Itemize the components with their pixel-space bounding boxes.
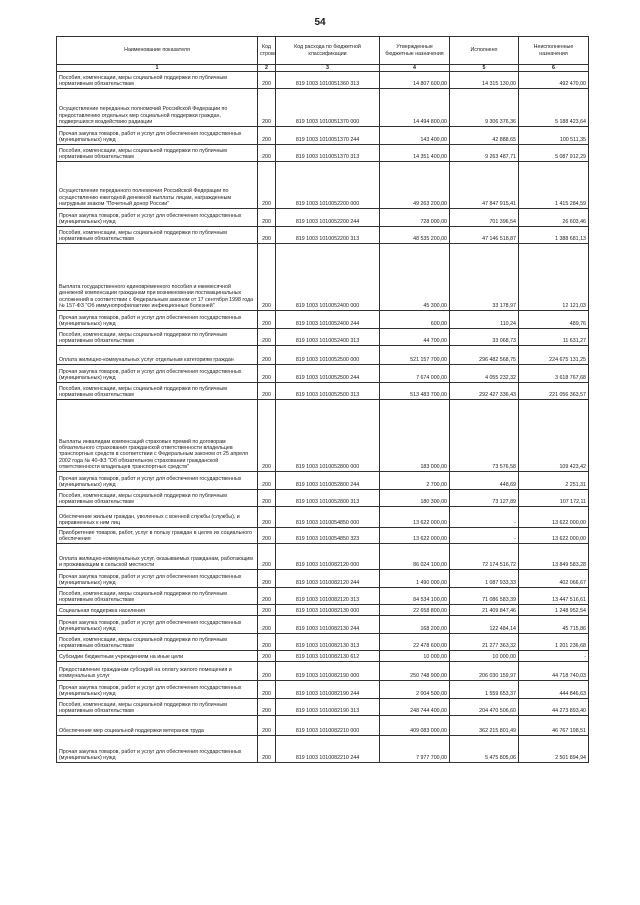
- page-number: 54: [314, 17, 326, 28]
- row-approved: 250 748 900,00: [380, 662, 450, 681]
- row-executed: 9 306 376,36: [450, 89, 519, 127]
- row-name: Приобретение товаров, работ, услуг в пользу граждан в целях их социального обеспечения: [57, 528, 258, 544]
- row-remaining: 109 423,42: [519, 400, 589, 472]
- row-line-code: 200: [258, 605, 276, 616]
- row-budget-code: 819 1003 1010052400 000: [276, 244, 380, 311]
- row-remaining: 13 622 000,00: [519, 528, 589, 544]
- row-executed: 21 277 363,32: [450, 634, 519, 651]
- row-remaining: 13 849 583,28: [519, 544, 589, 570]
- row-executed: 47 146 518,87: [450, 227, 519, 244]
- row-approved: 84 534 100,00: [380, 588, 450, 605]
- row-approved: 1 490 000,00: [380, 570, 450, 588]
- row-name: Прочая закупка товаров, работ и услуг для обеспечения государственных (муниципальных) нужд: [57, 209, 258, 227]
- row-name: Пособия, компенсации, меры социальной поддержки по публичным нормативным обязательствам: [57, 72, 258, 89]
- row-line-code: 200: [258, 383, 276, 400]
- column-number: 1: [57, 65, 258, 72]
- table-row: [57, 209, 589, 227]
- row-budget-code: 819 1003 1010054850 000: [276, 507, 380, 528]
- table-row: [57, 162, 589, 209]
- row-budget-code: 819 1003 1010082190 244: [276, 681, 380, 699]
- row-executed: 1 559 653,37: [450, 681, 519, 699]
- row-name: Пособия, компенсации, меры социальной поддержки по публичным нормативным обязательствам: [57, 634, 258, 651]
- table-row: [57, 472, 589, 490]
- row-line-code: 200: [258, 311, 276, 329]
- header-executed: Исполнено: [450, 37, 519, 65]
- row-line-code: 200: [258, 244, 276, 311]
- row-remaining: 26 603,46: [519, 209, 589, 227]
- row-approved: 14 807 600,00: [380, 72, 450, 89]
- row-budget-code: 819 1003 1010052200 244: [276, 209, 380, 227]
- row-name: Прочая закупка товаров, работ и услуг для обеспечения государственных (муниципальных) нужд: [57, 311, 258, 329]
- row-remaining: 444 846,63: [519, 681, 589, 699]
- table-row: [57, 490, 589, 507]
- row-executed: 362 215 801,49: [450, 716, 519, 736]
- row-name: Оплата жилищно-коммунальных услуг, оказываемых гражданам, работающим и проживающим в сельской местности: [57, 544, 258, 570]
- table-row: [57, 528, 589, 544]
- row-remaining: 1 388 681,13: [519, 227, 589, 244]
- row-line-code: 200: [258, 616, 276, 634]
- row-line-code: 200: [258, 227, 276, 244]
- row-approved: 48 535 200,00: [380, 227, 450, 244]
- table-row: [57, 699, 589, 716]
- row-approved: 168 200,00: [380, 616, 450, 634]
- row-budget-code: 819 1003 1010052800 000: [276, 400, 380, 472]
- row-executed: 122 484,14: [450, 616, 519, 634]
- row-name: Прочая закупка товаров, работ и услуг для обеспечения государственных (муниципальных) нужд: [57, 127, 258, 145]
- row-line-code: 200: [258, 588, 276, 605]
- row-executed: 33 068,73: [450, 329, 519, 346]
- row-approved: 49 263 200,00: [380, 162, 450, 209]
- table-row: [57, 634, 589, 651]
- header-budget-code: Код расхода по бюджетной классификации: [276, 37, 380, 65]
- table-row: [57, 716, 589, 736]
- row-budget-code: 819 1003 1010082130 000: [276, 605, 380, 616]
- row-executed: 9 263 487,71: [450, 145, 519, 162]
- row-remaining: 13 622 000,00: [519, 507, 589, 528]
- row-executed: -: [450, 507, 519, 528]
- row-approved: 183 000,00: [380, 400, 450, 472]
- row-line-code: 200: [258, 209, 276, 227]
- row-line-code: 200: [258, 662, 276, 681]
- row-approved: 86 024 100,00: [380, 544, 450, 570]
- table-body: [57, 72, 589, 763]
- row-budget-code: 819 1003 1010082190 313: [276, 699, 380, 716]
- row-name: Пособия, компенсации, меры социальной поддержки по публичным нормативным обязательствам: [57, 383, 258, 400]
- column-number: 3: [276, 65, 380, 72]
- row-executed: 206 030 159,97: [450, 662, 519, 681]
- row-name: Прочая закупка товаров, работ и услуг для обеспечения государственных (муниципальных) нужд: [57, 365, 258, 383]
- row-executed: 10 000,00: [450, 651, 519, 662]
- header-approved: Утвержденные бюджетные назначения: [380, 37, 450, 65]
- table-row: [57, 681, 589, 699]
- row-line-code: 200: [258, 145, 276, 162]
- row-name: Выплата государственного единовременного пособия и ежемесячной денежной компенсации гражданам при возникновении поствакцинальных осложнений в соответствии с Федеральным законом от 17 сентября 1998 года № 157-ФЗ "Об иммунопрофилактике инфекционных болезней": [57, 244, 258, 311]
- table-row: [57, 145, 589, 162]
- row-budget-code: 819 1003 1010082130 244: [276, 616, 380, 634]
- row-executed: 5 475 805,06: [450, 736, 519, 763]
- row-budget-code: 819 1003 1010051370 000: [276, 89, 380, 127]
- row-name: Прочая закупка товаров, работ и услуг для обеспечения государственных (муниципальных) нужд: [57, 736, 258, 763]
- table-row: [57, 346, 589, 365]
- row-name: Пособия, компенсации, меры социальной поддержки по публичным нормативным обязательствам: [57, 588, 258, 605]
- row-line-code: 200: [258, 400, 276, 472]
- row-approved: 600,00: [380, 311, 450, 329]
- row-remaining: 107 172,11: [519, 490, 589, 507]
- budget-execution-table: [56, 36, 589, 763]
- row-budget-code: 819 1003 1010052500 244: [276, 365, 380, 383]
- row-approved: 409 083 000,00: [380, 716, 450, 736]
- row-budget-code: 819 1003 1010052200 313: [276, 227, 380, 244]
- row-approved: 2 004 500,00: [380, 681, 450, 699]
- row-approved: 22 478 600,00: [380, 634, 450, 651]
- row-remaining: -: [519, 651, 589, 662]
- row-executed: 4 055 232,32: [450, 365, 519, 383]
- row-remaining: 221 056 363,57: [519, 383, 589, 400]
- row-budget-code: 819 1003 1010082210 000: [276, 716, 380, 736]
- header-line-code: Код строки: [258, 37, 276, 65]
- row-name: Обеспечение мер социальной поддержки ветеранов труда: [57, 716, 258, 736]
- row-approved: 44 700,00: [380, 329, 450, 346]
- row-approved: 180 300,00: [380, 490, 450, 507]
- row-remaining: 1 201 236,68: [519, 634, 589, 651]
- table-row: [57, 89, 589, 127]
- row-line-code: 200: [258, 570, 276, 588]
- table-row: [57, 400, 589, 472]
- table-row: [57, 383, 589, 400]
- row-remaining: 13 447 516,61: [519, 588, 589, 605]
- row-line-code: 200: [258, 699, 276, 716]
- row-name: Пособия, компенсации, меры социальной поддержки по публичным нормативным обязательствам: [57, 490, 258, 507]
- row-executed: 73 576,58: [450, 400, 519, 472]
- row-line-code: 200: [258, 127, 276, 145]
- row-remaining: 492 470,00: [519, 72, 589, 89]
- row-budget-code: 819 1003 1010052400 313: [276, 329, 380, 346]
- row-approved: 728 000,00: [380, 209, 450, 227]
- column-number: 5: [450, 65, 519, 72]
- row-name: Социальная поддержка населения: [57, 605, 258, 616]
- row-executed: 448,69: [450, 472, 519, 490]
- row-name: Оплата жилищно-коммунальных услуг отдельным категориям граждан: [57, 346, 258, 365]
- row-executed: 296 482 568,75: [450, 346, 519, 365]
- row-budget-code: 819 1003 1010054850 323: [276, 528, 380, 544]
- row-approved: 45 300,00: [380, 244, 450, 311]
- table-row: [57, 570, 589, 588]
- row-remaining: 1 415 284,59: [519, 162, 589, 209]
- row-remaining: 44 273 893,40: [519, 699, 589, 716]
- table-row: [57, 544, 589, 570]
- row-line-code: 200: [258, 346, 276, 365]
- table-row: [57, 365, 589, 383]
- row-line-code: 200: [258, 716, 276, 736]
- row-budget-code: 819 1003 1010082120 244: [276, 570, 380, 588]
- row-remaining: 3 618 767,68: [519, 365, 589, 383]
- column-number: 6: [519, 65, 589, 72]
- row-approved: 143 400,00: [380, 127, 450, 145]
- column-number: 4: [380, 65, 450, 72]
- row-approved: 22 658 800,00: [380, 605, 450, 616]
- row-line-code: 200: [258, 634, 276, 651]
- row-line-code: 200: [258, 681, 276, 699]
- row-approved: 2 700,00: [380, 472, 450, 490]
- table-row: [57, 605, 589, 616]
- row-name: Осуществление переданного полномочия Российской Федерации по осуществлению ежегодной денежной выплаты лицам, награжденным нагрудным знаком "Почетный донор России": [57, 162, 258, 209]
- row-executed: 42 888,65: [450, 127, 519, 145]
- table-row: [57, 244, 589, 311]
- row-remaining: 224 675 131,25: [519, 346, 589, 365]
- row-budget-code: 819 1003 1010051370 244: [276, 127, 380, 145]
- row-name: Пособия, компенсации, меры социальной поддержки по публичным нормативным обязательствам: [57, 145, 258, 162]
- row-line-code: 200: [258, 736, 276, 763]
- table-header: [57, 37, 589, 72]
- row-executed: 47 847 915,41: [450, 162, 519, 209]
- row-line-code: 200: [258, 528, 276, 544]
- row-approved: 14 351 400,00: [380, 145, 450, 162]
- row-name: Субсидии бюджетным учреждениям на иные цели: [57, 651, 258, 662]
- row-approved: 7 674 000,00: [380, 365, 450, 383]
- row-line-code: 200: [258, 472, 276, 490]
- row-executed: 33 178,97: [450, 244, 519, 311]
- row-approved: 14 494 800,00: [380, 89, 450, 127]
- row-budget-code: 819 1003 1010082130 313: [276, 634, 380, 651]
- row-executed: 73 127,89: [450, 490, 519, 507]
- row-line-code: 200: [258, 507, 276, 528]
- row-executed: 204 470 506,60: [450, 699, 519, 716]
- row-name: Предоставление гражданам субсидий на оплату жилого помещения и коммунальных услуг: [57, 662, 258, 681]
- row-approved: 7 977 700,00: [380, 736, 450, 763]
- row-name: Пособия, компенсации, меры социальной поддержки по публичным нормативным обязательствам: [57, 699, 258, 716]
- row-executed: -: [450, 528, 519, 544]
- table-row: [57, 127, 589, 145]
- row-remaining: 489,76: [519, 311, 589, 329]
- row-name: Прочая закупка товаров, работ и услуг для обеспечения государственных (муниципальных) нужд: [57, 570, 258, 588]
- row-remaining: 402 066,67: [519, 570, 589, 588]
- row-executed: 110,24: [450, 311, 519, 329]
- row-name: Пособия, компенсации, меры социальной поддержки по публичным нормативным обязательствам: [57, 227, 258, 244]
- table-row: [57, 616, 589, 634]
- row-executed: 71 086 583,39: [450, 588, 519, 605]
- row-budget-code: 819 1003 1010052200 000: [276, 162, 380, 209]
- table-row: [57, 651, 589, 662]
- row-budget-code: 819 1003 1010082130 612: [276, 651, 380, 662]
- row-name: Осуществление переданных полномочий Российской Федерации по предоставлению отдельных мер социальной поддержки граждан, подвергшихся воздействию радиации: [57, 89, 258, 127]
- row-name: Прочая закупка товаров, работ и услуг для обеспечения государственных (муниципальных) нужд: [57, 681, 258, 699]
- row-line-code: 200: [258, 651, 276, 662]
- row-name: Прочая закупка товаров, работ и услуг для обеспечения государственных (муниципальных) нужд: [57, 472, 258, 490]
- row-approved: 513 483 700,00: [380, 383, 450, 400]
- row-remaining: 5 188 423,64: [519, 89, 589, 127]
- row-approved: 13 622 000,00: [380, 507, 450, 528]
- row-remaining: 1 248 952,54: [519, 605, 589, 616]
- row-name: Прочая закупка товаров, работ и услуг для обеспечения государственных (муниципальных) нужд: [57, 616, 258, 634]
- row-executed: 292 427 336,43: [450, 383, 519, 400]
- row-remaining: 12 121,03: [519, 244, 589, 311]
- row-budget-code: 819 1003 1010082120 000: [276, 544, 380, 570]
- header-indicator-name: Наименование показателя: [57, 37, 258, 65]
- row-name: Обеспечение жильем граждан, уволенных с военной службы (службы), и приравненных к ним лиц: [57, 507, 258, 528]
- row-line-code: 200: [258, 490, 276, 507]
- table-row: [57, 507, 589, 528]
- row-executed: 72 174 516,72: [450, 544, 519, 570]
- row-executed: 14 315 130,00: [450, 72, 519, 89]
- table-row: [57, 227, 589, 244]
- row-remaining: 46 767 198,51: [519, 716, 589, 736]
- row-remaining: 2 251,31: [519, 472, 589, 490]
- row-executed: 701 396,54: [450, 209, 519, 227]
- row-approved: 521 157 700,00: [380, 346, 450, 365]
- table-row: [57, 311, 589, 329]
- row-line-code: 200: [258, 162, 276, 209]
- row-budget-code: 819 1003 1010051370 313: [276, 145, 380, 162]
- row-approved: 248 744 400,00: [380, 699, 450, 716]
- row-name: Выплаты инвалидам компенсаций страховых премий по договорам обязательного страхования гражданской ответственности владельцев транспортных средств в соответствии с Федеральным законом от 25 апреля 2002 года № 40-ФЗ "Об обязательном страховании гражданской ответственности владельцев транспортных средств": [57, 400, 258, 472]
- row-budget-code: 819 1003 1010052400 244: [276, 311, 380, 329]
- row-remaining: 2 501 894,94: [519, 736, 589, 763]
- row-budget-code: 819 1003 1010052800 313: [276, 490, 380, 507]
- row-line-code: 200: [258, 89, 276, 127]
- row-budget-code: 819 1003 1010051360 313: [276, 72, 380, 89]
- table-row: [57, 329, 589, 346]
- row-budget-code: 819 1003 1010052500 313: [276, 383, 380, 400]
- table-row: [57, 662, 589, 681]
- row-budget-code: 819 1003 1010052800 244: [276, 472, 380, 490]
- row-remaining: 5 087 912,29: [519, 145, 589, 162]
- row-approved: 10 000,00: [380, 651, 450, 662]
- row-line-code: 200: [258, 329, 276, 346]
- row-remaining: 11 631,27: [519, 329, 589, 346]
- row-name: Пособия, компенсации, меры социальной поддержки по публичным нормативным обязательствам: [57, 329, 258, 346]
- row-budget-code: 819 1003 1010082120 313: [276, 588, 380, 605]
- row-line-code: 200: [258, 72, 276, 89]
- column-number: 2: [258, 65, 276, 72]
- row-remaining: 45 715,86: [519, 616, 589, 634]
- header-remaining: Неисполненные назначения: [519, 37, 589, 65]
- row-remaining: 44 718 740,03: [519, 662, 589, 681]
- row-line-code: 200: [258, 544, 276, 570]
- table-row: [57, 72, 589, 89]
- row-remaining: 100 511,35: [519, 127, 589, 145]
- row-line-code: 200: [258, 365, 276, 383]
- row-budget-code: 819 1003 1010082190 000: [276, 662, 380, 681]
- row-budget-code: 819 1003 1010052500 000: [276, 346, 380, 365]
- row-executed: 21 409 847,46: [450, 605, 519, 616]
- row-executed: 1 087 933,33: [450, 570, 519, 588]
- table-row: [57, 588, 589, 605]
- row-approved: 13 622 000,00: [380, 528, 450, 544]
- row-budget-code: 819 1003 1010082210 244: [276, 736, 380, 763]
- table-row: [57, 736, 589, 763]
